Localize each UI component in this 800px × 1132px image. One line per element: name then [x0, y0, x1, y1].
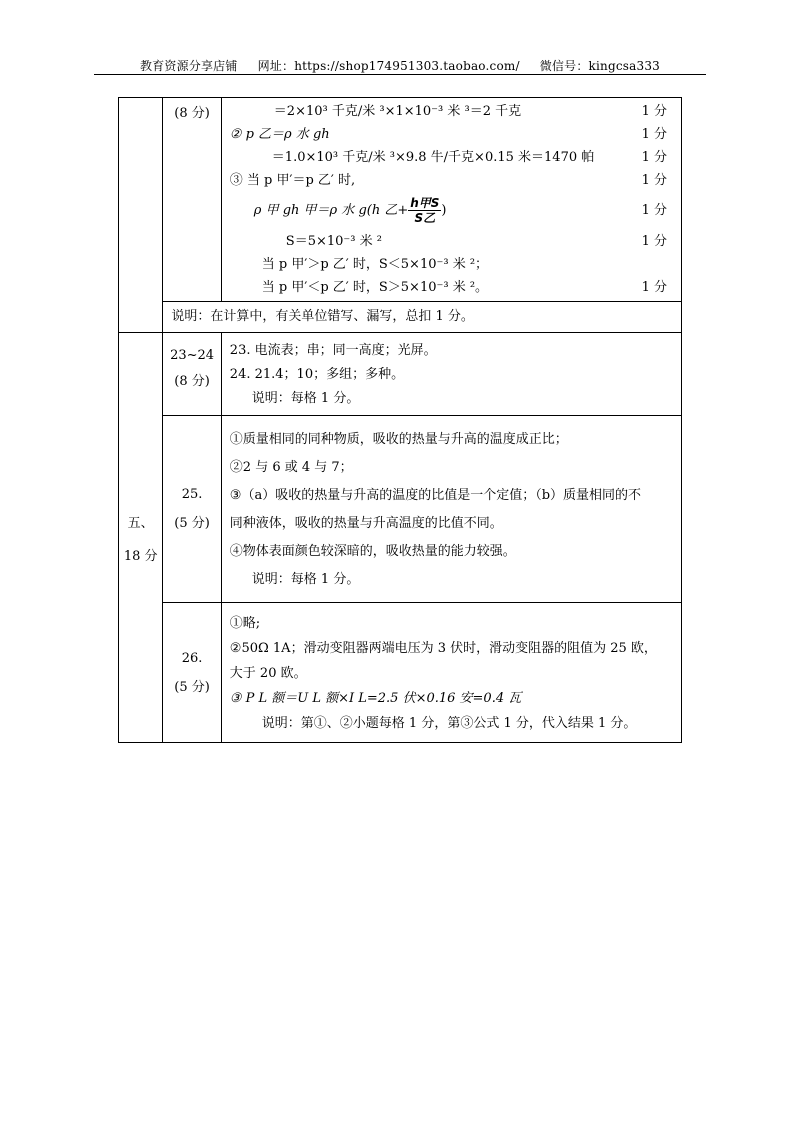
- q25-number-cell: [163, 416, 221, 603]
- answer-line: ③ 当 p 甲′＝p 乙′ 时, 1 分: [230, 169, 667, 192]
- answer-line: ②2 与 6 或 4 与 7；: [229, 460, 353, 475]
- table-row-q23-24: [119, 333, 682, 416]
- wechat-id: 微信号：kingcsa333: [539, 59, 660, 73]
- answer-line: 24. 21.4；10；多组；多种。: [229, 367, 405, 382]
- deduction-note: 说明：在计算中，有关单位错写、漏写，总扣 1 分。: [171, 309, 474, 324]
- answer-line: 同种液体，吸收的热量与升高温度的比值不同。: [229, 516, 503, 531]
- answer-line: S＝5×10⁻³ 米 ² 1 分: [230, 230, 667, 253]
- section-cell-empty: [119, 98, 163, 333]
- answer-line: ② p 乙＝ρ 水 gh 1 分: [230, 123, 667, 146]
- score: 1 分: [641, 280, 667, 295]
- answer-line: ③ P L 额＝U L 额×I L=2.5 伏×0.16 安=0.4 瓦: [229, 691, 522, 706]
- answer-line: ④物体表面颜色较深暗的，吸收热量的能力较强。: [229, 544, 516, 559]
- score: 1 分: [641, 203, 667, 218]
- section-label: 五、: [127, 515, 154, 531]
- question-points: (5 分): [174, 516, 210, 531]
- q26-number-cell: [163, 603, 221, 743]
- answer-line: 大于 20 欧。: [229, 666, 307, 681]
- answer-line: ①略;: [229, 616, 261, 631]
- answer-line: ③（a）吸收的热量与升高的温度的比值是一个定值；（b）质量相同的不: [229, 488, 642, 503]
- note-cell: [163, 302, 682, 333]
- score: 1 分: [641, 150, 667, 165]
- fraction: $\frac{\text{h甲S}}{\text{S乙}}$: [410, 196, 440, 225]
- score: 1 分: [641, 234, 667, 249]
- section-points: 18 分: [123, 548, 158, 564]
- table-row-q25: [119, 416, 682, 603]
- table-row-q26: [119, 603, 682, 743]
- question-number: 25.: [181, 487, 203, 502]
- score: 1 分: [641, 173, 667, 188]
- answer-line: ＝1.0×10³ 千克/米 ³×9.8 牛/千克×0.15 米＝1470 帕 1 分: [230, 146, 667, 169]
- q22-answer-cell: [221, 98, 681, 302]
- answer-line: 23. 电流表；串；同一高度；光屏。: [229, 343, 437, 358]
- q22-points-cell: [163, 98, 221, 302]
- q22-points: (8 分): [174, 106, 210, 121]
- table-row-note: [119, 302, 682, 333]
- answer-note: 说明：第①、②小题每格 1 分，第③公式 1 分，代入结果 1 分。: [261, 716, 637, 731]
- answer-line: ①质量相同的同种物质，吸收的热量与升高的温度成正比；: [229, 432, 568, 447]
- answer-note: 说明：每格 1 分。: [251, 572, 360, 587]
- q25-answer-cell: [221, 416, 681, 603]
- question-number: 26.: [181, 650, 203, 666]
- answer-line: 当 p 甲′＞p 乙′ 时，S＜5×10⁻³ 米 ²；: [261, 257, 489, 272]
- shop-name: 教育资源分享店铺: [139, 59, 238, 73]
- question-number: 23~24: [170, 348, 215, 363]
- answer-line: ②50Ω 1A；滑动变阻器两端电压为 3 伏时，滑动变阻器的阻值为 25 欧，: [229, 641, 657, 656]
- q23-24-answer-cell: [221, 333, 681, 416]
- question-points: (5 分): [174, 679, 210, 695]
- answer-line: 当 p 甲′＜p 乙′ 时，S＞5×10⁻³ 米 ²。 1 分: [230, 276, 667, 299]
- answer-note: 说明：每格 1 分。: [251, 391, 360, 406]
- shop-url[interactable]: 网址：https://shop174951303.taobao.com/: [257, 59, 520, 73]
- q26-answer-cell: [221, 603, 681, 743]
- answer-line: ＝2×10³ 千克/米 ³×1×10⁻³ 米 ³＝2 千克 1 分: [230, 100, 667, 123]
- table-row-q22: [119, 98, 682, 302]
- header-rule: [94, 74, 706, 75]
- answer-table: [118, 97, 682, 743]
- page-header: [0, 57, 800, 74]
- q23-24-number-cell: [163, 333, 221, 416]
- question-points: (8 分): [174, 374, 210, 389]
- score: 1 分: [641, 127, 667, 142]
- answer-line-formula: ρ 甲 gh 甲＝ρ 水 g(h 乙+ $\frac{\text{h甲S}}{\text{S乙}}$ ) 1 分: [230, 192, 667, 230]
- section-cell: [119, 333, 163, 743]
- score: 1 分: [641, 104, 667, 119]
